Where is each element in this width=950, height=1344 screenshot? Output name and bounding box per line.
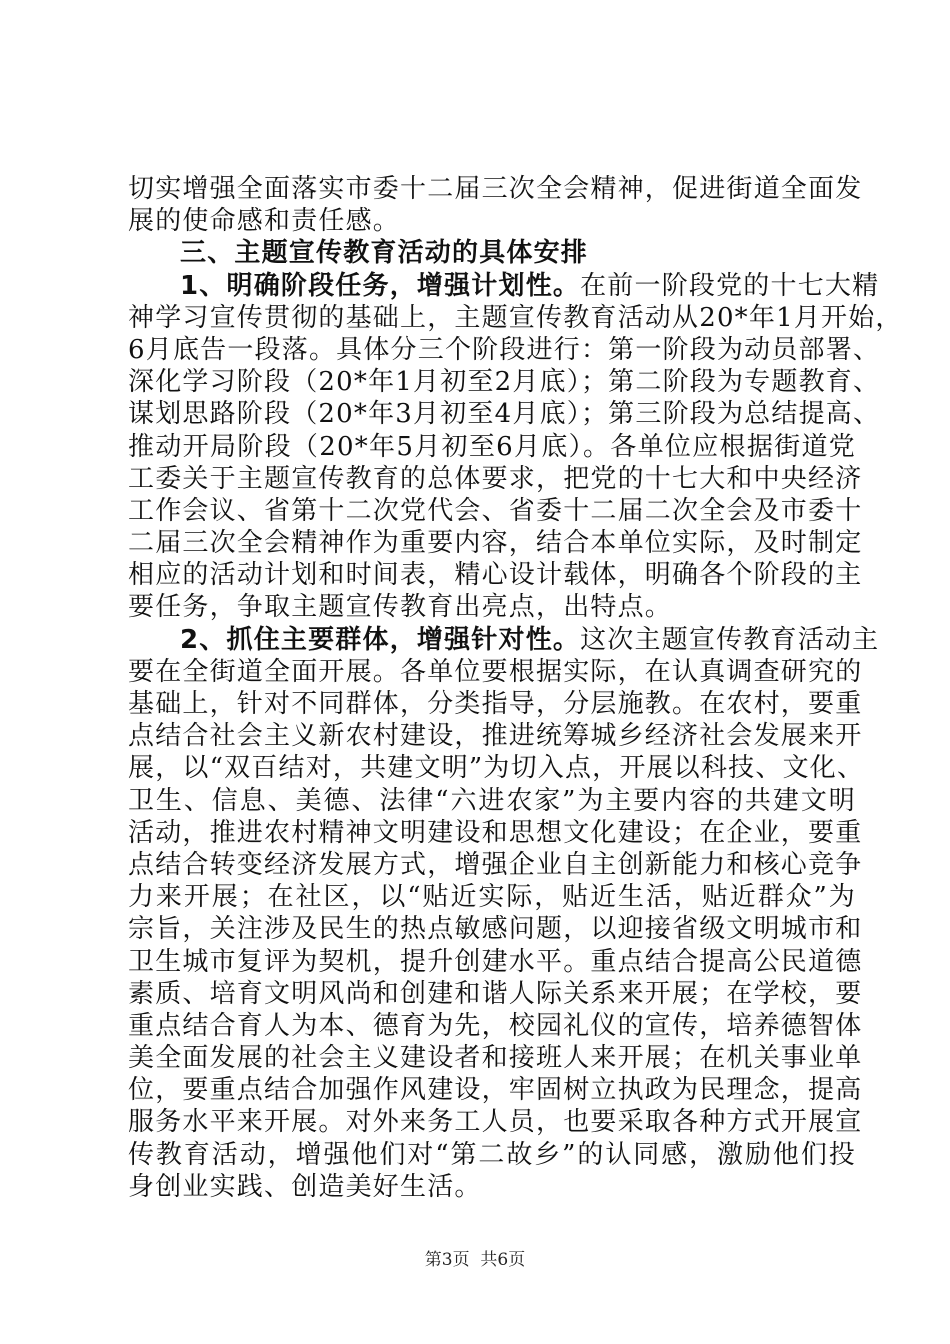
paragraph-1-lead: 1、明确阶段任务，增强计划性。: [180, 270, 581, 301]
document-body: [128, 173, 903, 1203]
text-line: 谋划思路阶段（20*年3月初至4月底）；第三阶段为总结提高、: [128, 399, 881, 430]
text-line: 工委关于主题宣传教育的总体要求，把党的十七大和中央经济: [128, 463, 863, 494]
text-line: 在前一阶段党的十七大精: [580, 270, 880, 301]
paragraph-2-first-line: [128, 624, 880, 656]
paragraph-2-lead: 2、抓住主要群体，增强针对性。: [180, 624, 581, 655]
text-line: 要在全街道全面开展。各单位要根据实际，在认真调查研究的: [128, 656, 863, 687]
text-line: 展，以“双百结对，共建文明”为切入点，开展以科技、文化、: [128, 753, 865, 784]
text-line: 位，要重点结合加强作风建设，牢固树立执政为民理念，提高: [128, 1075, 863, 1106]
text-line: 二届三次全会精神作为重要内容，结合本单位实际，及时制定: [128, 528, 863, 559]
paragraph-1-first-line: [128, 270, 880, 302]
text-line: 基础上，针对不同群体，分类指导，分层施教。在农村，要重: [128, 689, 863, 719]
text-line: 身创业实践、创造美好生活。: [128, 1171, 482, 1202]
text-line: 重点结合育人为本、德育为先，校园礼仪的宣传，培养德智体: [128, 1010, 863, 1041]
text-line: 美全面发展的社会主义建设者和接班人来开展；在机关事业单: [128, 1043, 863, 1074]
text-line: 推动开局阶段（20*年5月初至6月底）。各单位应根据街道党: [128, 431, 856, 462]
page-number: 第3页 共6页: [424, 1250, 526, 1270]
text-line: 卫生城市复评为契机，提升创建水平。重点结合提高公民道德: [128, 946, 863, 977]
text-line: 神学习宣传贯彻的基础上，主题宣传教育活动从20*年1月开始，: [128, 302, 903, 333]
text-line: 传教育活动，增强他们对“第二故乡”的认同感，激励他们投: [128, 1139, 856, 1170]
text-line: 深化学习阶段（20*年1月初至2月底）；第二阶段为专题教育、: [128, 367, 881, 398]
text-line: 这次主题宣传教育活动主: [580, 624, 880, 655]
text-line: 点结合社会主义新农村建设，推进统筹城乡经济社会发展来开: [128, 721, 863, 752]
text-line: 6月底告一段落。具体分三个阶段进行：第一阶段为动员部署、: [128, 334, 881, 365]
text-line: 活动，推进农村精神文明建设和思想文化建设；在企业，要重: [128, 817, 863, 848]
text-line: 切实增强全面落实市委十二届三次全会精神，促进街道全面发: [128, 174, 863, 204]
text-line: 卫生、信息、美德、法律“六进农家”为主要内容的共建文明: [128, 785, 856, 816]
text-line: 要任务，争取主题宣传教育出亮点，出特点。: [128, 592, 673, 623]
text-line: 相应的活动计划和时间表，精心设计载体，明确各个阶段的主: [128, 560, 863, 591]
text-line: 服务水平来开展。对外来务工人员，也要采取各种方式开展宣: [128, 1107, 863, 1138]
page-footer: [0, 1245, 950, 1270]
text-line: 点结合转变经济发展方式，增强企业自主创新能力和核心竞争: [128, 849, 863, 880]
text-line: 宗旨，关注涉及民生的热点敏感问题，以迎接省级文明城市和: [128, 914, 863, 945]
section-heading: 三、主题宣传教育活动的具体安排: [180, 238, 589, 269]
text-line: 展的使命感和责任感。: [128, 206, 401, 237]
text-line: 力来开展；在社区，以“贴近实际，贴近生活，贴近群众”为: [128, 882, 856, 913]
text-line: 素质、培育文明风尚和创建和谐人际关系来开展；在学校，要: [128, 978, 863, 1009]
text-line: 工作会议、省第十二次党代会、省委十二届二次全会及市委十: [128, 495, 863, 526]
